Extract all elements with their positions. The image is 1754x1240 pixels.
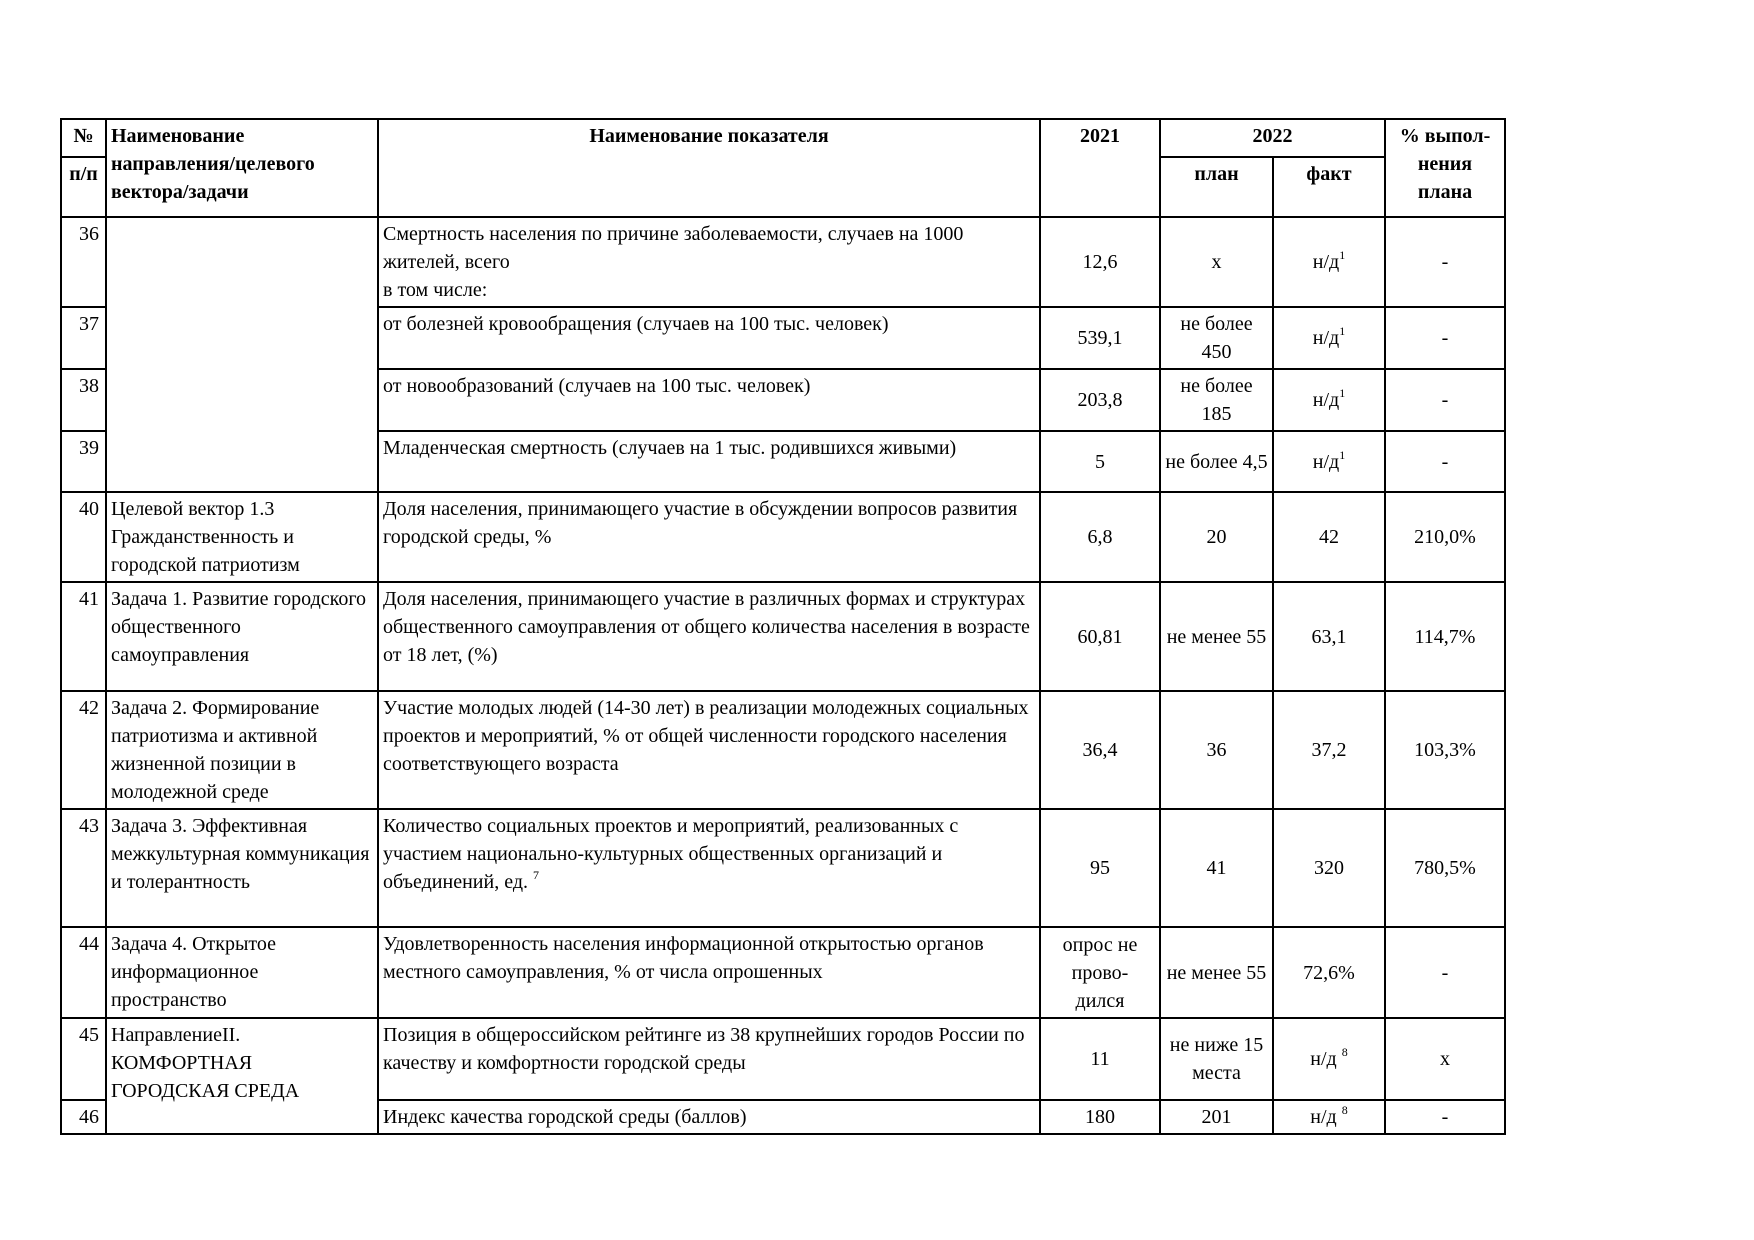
row-number: 40: [61, 492, 106, 582]
indicator-cell: Позиция в общероссийском рейтинге из 38 крупнейших городов России по качеству и комфортности городской среды: [378, 1018, 1040, 1100]
fact-text: н/д: [1312, 251, 1340, 273]
row-number: 42: [61, 691, 106, 809]
row-number: 43: [61, 809, 106, 927]
indicator-cell: Доля населения, принимающего участие в различных формах и структурах общественного самоуправления от общего количества населения в возрасте от 18 лет, (%): [378, 582, 1040, 691]
value-fact: [1273, 307, 1385, 369]
value-2021: 203,8: [1040, 369, 1160, 431]
header-plan: план: [1160, 157, 1273, 217]
value-fact: 72,6%: [1273, 927, 1385, 1018]
indicator-cell: Младенческая смертность (случаев на 1 тыс. родившихся живыми): [378, 431, 1040, 492]
footnote-mark: 8: [1341, 1103, 1348, 1117]
fact-text: н/д: [1310, 1048, 1337, 1070]
value-fact: [1273, 369, 1385, 431]
row-number: 44: [61, 927, 106, 1018]
row-number: 37: [61, 307, 106, 369]
value-plan: не менее 55: [1160, 582, 1273, 691]
value-fact: 320: [1273, 809, 1385, 927]
footnote-mark: 1: [1339, 386, 1346, 400]
row-number: 38: [61, 369, 106, 431]
footnote-mark: 8: [1341, 1045, 1348, 1059]
footnote-mark: 7: [533, 868, 539, 882]
fact-text: н/д: [1312, 389, 1340, 411]
indicator-line: в том числе:: [383, 279, 488, 301]
value-percent: -: [1385, 431, 1505, 492]
row-number: 45: [61, 1018, 106, 1100]
indicator-text: Количество социальных проектов и мероприятий, реализованных с участием национально-культурных общественных организаций и объединений, ед.: [383, 815, 959, 893]
value-fact: [1273, 1018, 1385, 1100]
fact-text: н/д: [1312, 327, 1340, 349]
value-fact: [1273, 217, 1385, 307]
value-percent: -: [1385, 307, 1505, 369]
value-plan: 20: [1160, 492, 1273, 582]
value-percent: 210,0%: [1385, 492, 1505, 582]
direction-cell: Целевой вектор 1.3 Гражданственность и городской патриотизм: [106, 492, 378, 582]
value-fact: 42: [1273, 492, 1385, 582]
row-number: 46: [61, 1100, 106, 1134]
value-2021: 539,1: [1040, 307, 1160, 369]
value-plan: не более 185: [1160, 369, 1273, 431]
value-2021: 36,4: [1040, 691, 1160, 809]
value-2021: 6,8: [1040, 492, 1160, 582]
value-plan: не ниже 15 места: [1160, 1018, 1273, 1100]
row-number: 36: [61, 217, 106, 307]
value-percent: -: [1385, 1100, 1505, 1134]
value-plan: не более 4,5: [1160, 431, 1273, 492]
direction-cell: Задача 3. Эффективная межкультурная коммуникация и толерантность: [106, 809, 378, 927]
value-percent: -: [1385, 927, 1505, 1018]
value-plan: х: [1160, 217, 1273, 307]
row-number: 39: [61, 431, 106, 492]
fact-text: н/д: [1312, 450, 1340, 473]
indicator-cell: Доля населения, принимающего участие в обсуждении вопросов развития городской среды, %: [378, 492, 1040, 582]
indicator-cell: от новообразований (случаев на 100 тыс. человек): [378, 369, 1040, 431]
header-fact: факт: [1273, 157, 1385, 217]
footnote-mark: 1: [1339, 324, 1346, 338]
value-plan: 41: [1160, 809, 1273, 927]
value-percent: х: [1385, 1018, 1505, 1100]
indicator-cell: Удовлетворенность населения информационной открытостью органов местного самоуправления, % от числа опрошенных: [378, 927, 1040, 1018]
value-2021: 12,6: [1040, 217, 1160, 307]
direction-cell: Задача 4. Открытое информационное пространство: [106, 927, 378, 1018]
value-percent: 780,5%: [1385, 809, 1505, 927]
indicator-cell: Участие молодых людей (14-30 лет) в реализации молодежных социальных проектов и мероприятий, % от общей численности городского населения соответствующего возраста: [378, 691, 1040, 809]
indicator-cell: Индекс качества городской среды (баллов): [378, 1100, 1040, 1134]
direction-cell: Задача 1. Развитие городского общественного самоуправления: [106, 582, 378, 691]
value-percent: -: [1385, 217, 1505, 307]
fact-text: н/д: [1310, 1106, 1337, 1128]
value-fact: [1273, 1100, 1385, 1134]
value-plan: 36: [1160, 691, 1273, 809]
value-fact: [1273, 431, 1385, 492]
direction-cell-empty: [106, 217, 378, 492]
header-number-bottom: п/п: [61, 157, 106, 217]
value-2021: 60,81: [1040, 582, 1160, 691]
direction-cell: НаправлениеII. КОМФОРТНАЯ ГОРОДСКАЯ СРЕДА: [106, 1018, 378, 1134]
value-plan: 201: [1160, 1100, 1273, 1134]
value-percent: 103,3%: [1385, 691, 1505, 809]
footnote-mark: 1: [1339, 248, 1346, 262]
header-number-top: №: [61, 119, 106, 157]
footnote-mark: 1: [1339, 447, 1346, 462]
value-2021: 180: [1040, 1100, 1160, 1134]
indicators-table: [60, 118, 1506, 1135]
indicator-cell: [378, 809, 1040, 927]
value-2021: 95: [1040, 809, 1160, 927]
value-plan: не более 450: [1160, 307, 1273, 369]
value-fact: 63,1: [1273, 582, 1385, 691]
header-year-2021: 2021: [1040, 119, 1160, 217]
value-plan: не менее 55: [1160, 927, 1273, 1018]
value-2021: 5: [1040, 431, 1160, 492]
indicator-cell: [378, 217, 1040, 307]
value-2021: 11: [1040, 1018, 1160, 1100]
value-2021: опрос не прово-дился: [1040, 927, 1160, 1018]
row-number: 41: [61, 582, 106, 691]
header-direction: Наименование направления/целевого вектора/задачи: [106, 119, 378, 217]
header-indicator: Наименование показателя: [378, 119, 1040, 217]
header-year-2022: 2022: [1160, 119, 1385, 157]
value-percent: 114,7%: [1385, 582, 1505, 691]
value-percent: -: [1385, 369, 1505, 431]
indicator-cell: от болезней кровообращения (случаев на 100 тыс. человек): [378, 307, 1040, 369]
indicator-line: Смертность населения по причине заболеваемости, случаев на 1000 жителей, всего: [383, 223, 964, 273]
direction-cell: Задача 2. Формирование патриотизма и активной жизненной позиции в молодежной среде: [106, 691, 378, 809]
header-percent: % выпол-нения плана: [1385, 119, 1505, 217]
value-fact: 37,2: [1273, 691, 1385, 809]
